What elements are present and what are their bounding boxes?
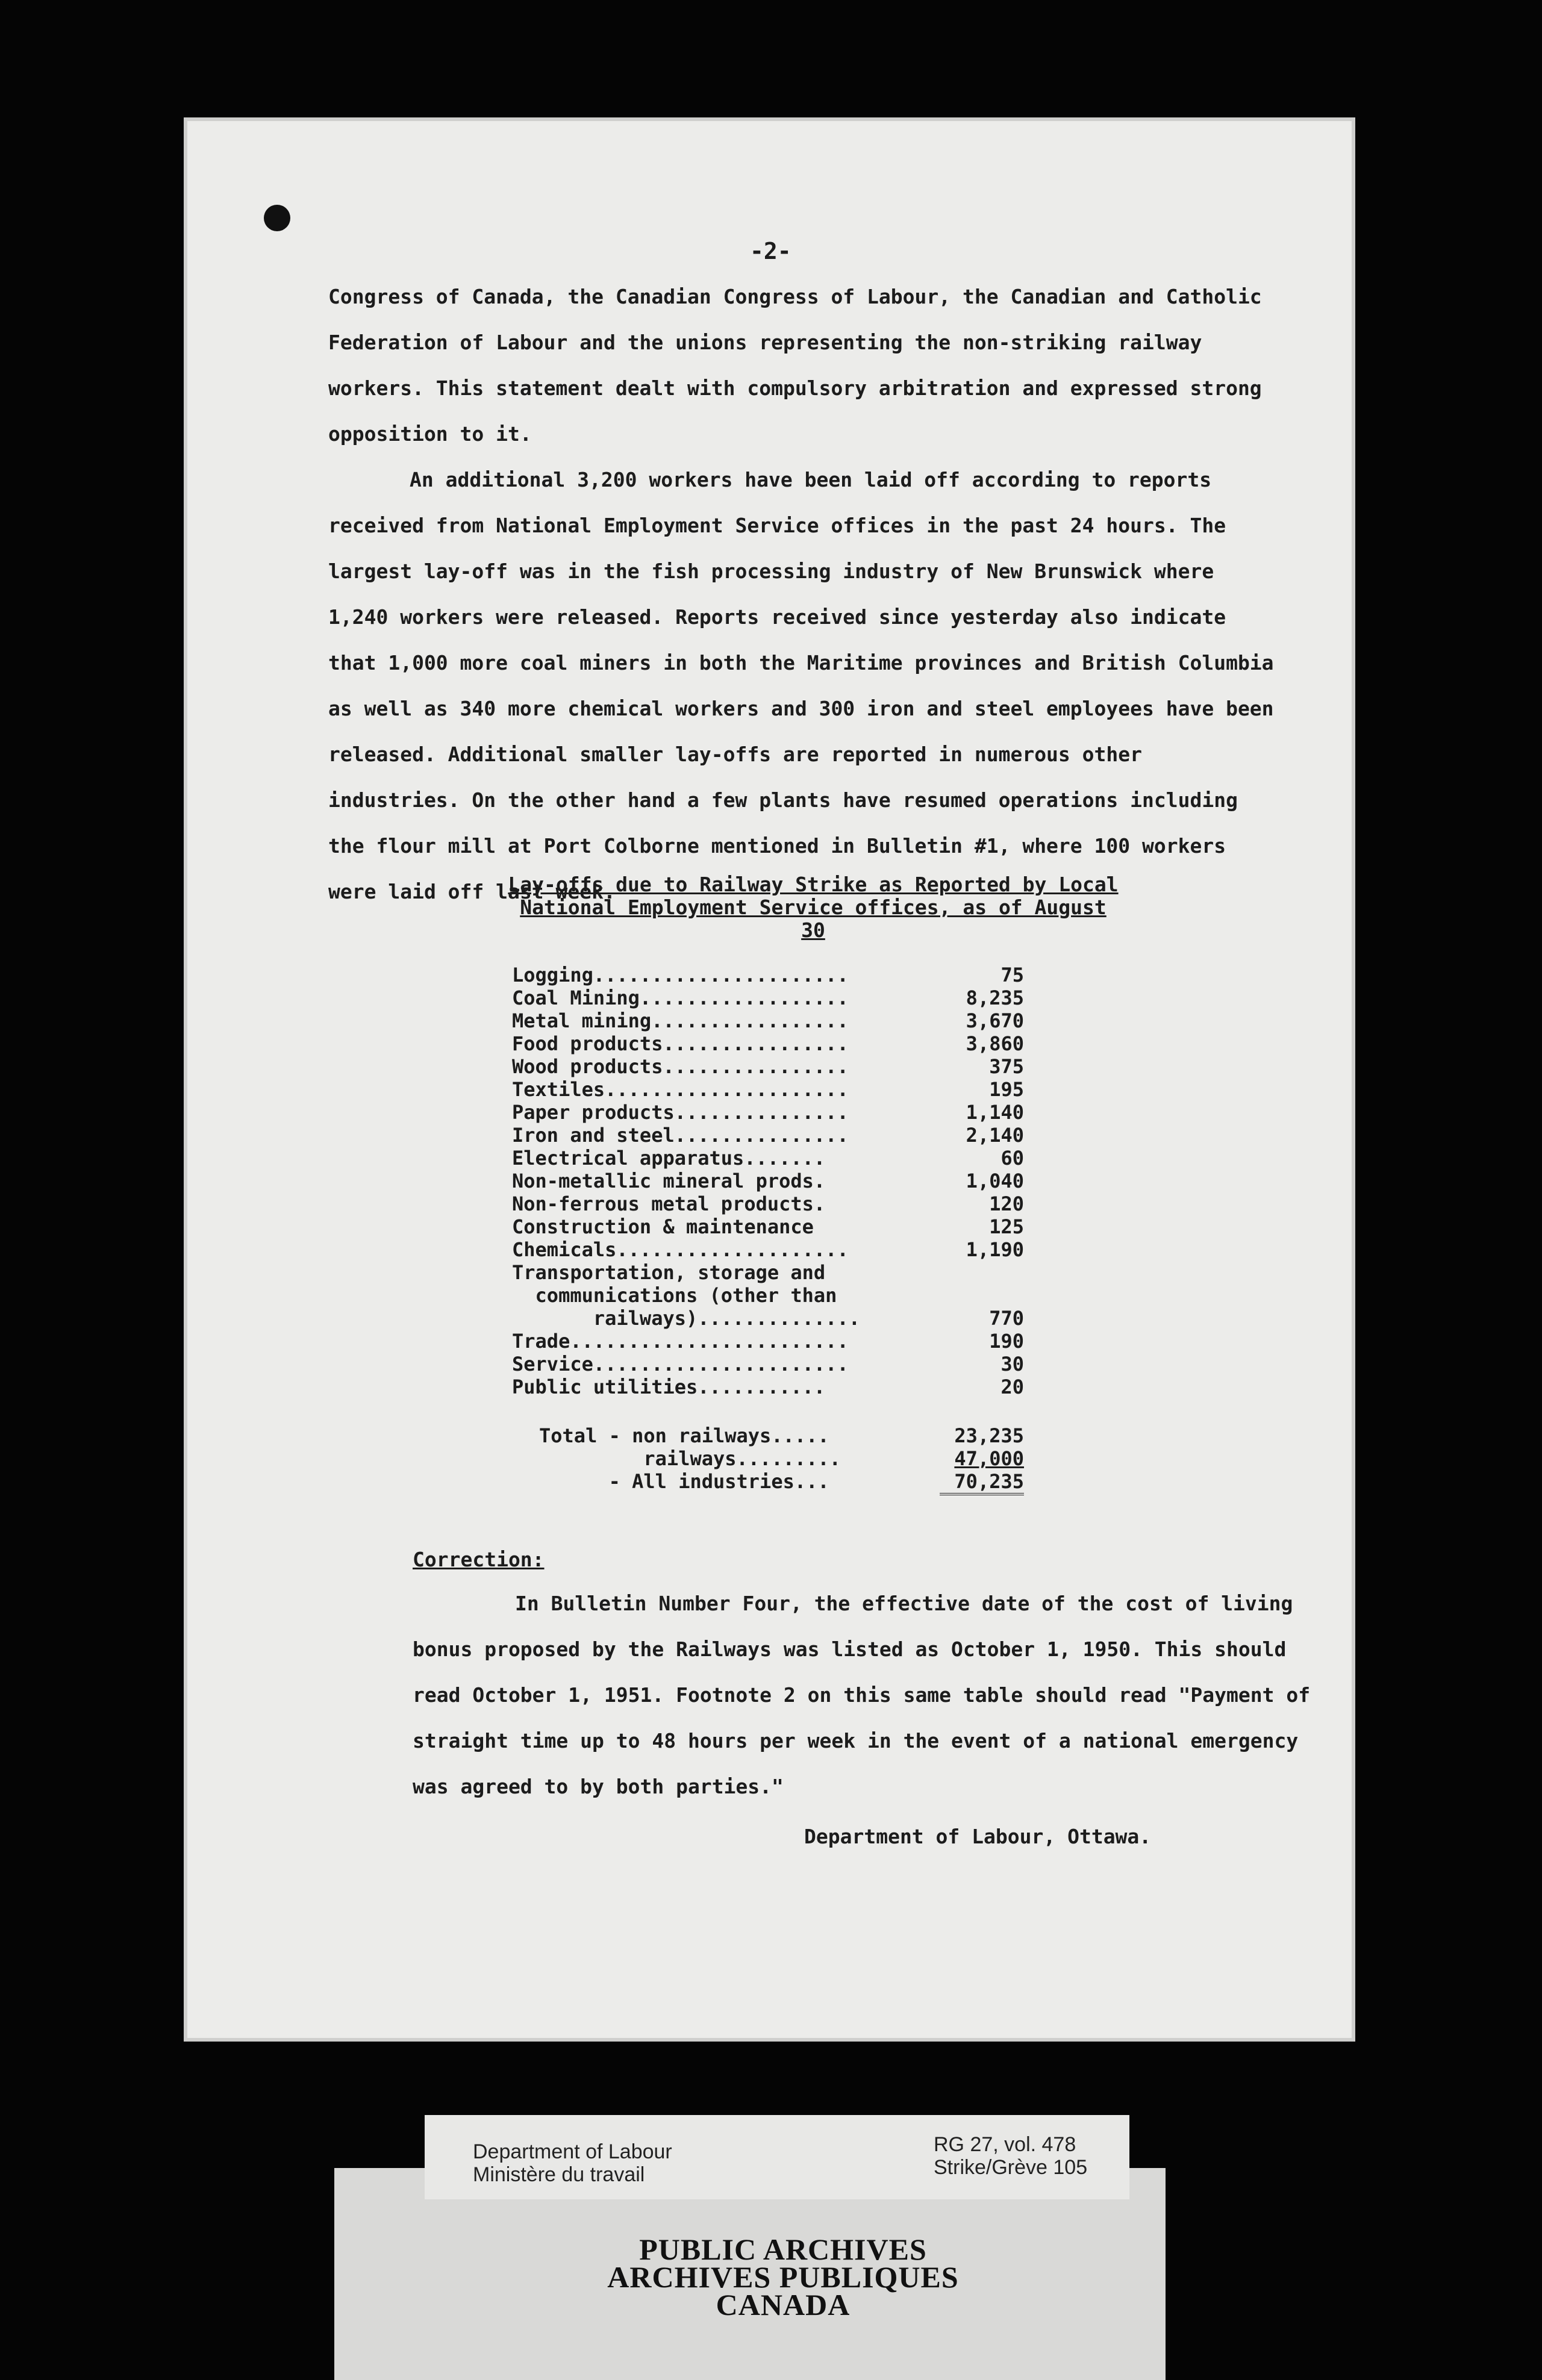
table-title xyxy=(503,873,1123,942)
layoff-row xyxy=(512,1353,1024,1375)
layoff-row xyxy=(512,1147,1024,1170)
card-strike-number: Strike/Grève 105 xyxy=(934,2156,1088,2179)
layoff-label: Non-ferrous metal products. xyxy=(512,1192,826,1215)
layoff-row xyxy=(512,1055,1024,1078)
layoff-value: 195 xyxy=(989,1078,1024,1101)
total-row xyxy=(539,1447,1024,1470)
layoff-value: 1,040 xyxy=(966,1170,1024,1192)
layoff-row xyxy=(512,1101,1024,1124)
archive-card-reference xyxy=(934,2133,1087,2179)
layoff-label: Non-metallic mineral prods. xyxy=(512,1170,826,1192)
total-value: 23,235 xyxy=(954,1424,1024,1447)
table-title-line-2: National Employment Service offices, as of August 30 xyxy=(520,896,1107,942)
layoff-label: communications (other than xyxy=(512,1284,837,1307)
total-row xyxy=(539,1424,1024,1447)
body-text xyxy=(328,274,1280,915)
total-row xyxy=(539,1470,1024,1495)
stamp-line-3: CANADA xyxy=(716,2288,851,2322)
layoff-row xyxy=(512,964,1024,986)
layoff-label: Service...................... xyxy=(512,1353,849,1375)
layoff-value: 1,190 xyxy=(966,1238,1024,1261)
public-archives-stamp xyxy=(572,2232,994,2322)
signature: Department of Labour, Ottawa. xyxy=(804,1825,1152,1848)
layoff-row xyxy=(512,986,1024,1009)
card-record-group: RG 27, vol. 478 xyxy=(934,2133,1076,2156)
layoff-label: Transportation, storage and xyxy=(512,1261,826,1284)
page-number: -2- xyxy=(750,238,791,264)
layoff-value: 770 xyxy=(989,1307,1024,1330)
layoff-label: Chemicals.................... xyxy=(512,1238,849,1261)
layoff-label: railways).............. xyxy=(512,1307,860,1330)
total-value: 47,000 xyxy=(954,1447,1024,1470)
stamp-line-1: PUBLIC ARCHIVES xyxy=(639,2232,927,2266)
card-department-en: Department of Labour xyxy=(473,2140,672,2163)
layoff-label: Textiles..................... xyxy=(512,1078,849,1101)
total-label: Total - non railways..... xyxy=(539,1424,829,1447)
layoff-value: 8,235 xyxy=(966,986,1024,1009)
correction-heading: Correction: xyxy=(413,1548,545,1571)
layoff-row xyxy=(512,1261,1024,1284)
binder-hole xyxy=(264,205,290,231)
layoff-label: Paper products............... xyxy=(512,1101,849,1124)
stamp-line-2: ARCHIVES PUBLIQUES xyxy=(607,2260,959,2294)
layoff-row xyxy=(512,1170,1024,1192)
layoff-label: Logging...................... xyxy=(512,964,849,986)
layoff-row xyxy=(512,1330,1024,1353)
layoff-value: 190 xyxy=(989,1330,1024,1353)
total-label: - All industries... xyxy=(539,1470,829,1493)
layoff-value xyxy=(940,1261,1024,1284)
layoff-row xyxy=(512,1192,1024,1215)
layoff-row xyxy=(512,1215,1024,1238)
layoff-table xyxy=(512,964,1024,1398)
layoff-value: 3,860 xyxy=(966,1032,1024,1055)
layoff-label: Trade........................ xyxy=(512,1330,849,1353)
layoff-row xyxy=(512,1078,1024,1101)
layoff-value: 125 xyxy=(989,1215,1024,1238)
archive-card xyxy=(425,2115,1129,2199)
total-value: 70,235 xyxy=(940,1470,1024,1495)
layoff-label: Electrical apparatus....... xyxy=(512,1147,826,1170)
layoff-value: 1,140 xyxy=(966,1101,1024,1124)
layoff-row xyxy=(512,1124,1024,1147)
layoff-row xyxy=(512,1238,1024,1261)
layoff-value: 120 xyxy=(989,1192,1024,1215)
layoff-row xyxy=(512,1375,1024,1398)
layoff-totals xyxy=(539,1424,1024,1495)
layoff-row xyxy=(512,1032,1024,1055)
layoff-label: Food products................ xyxy=(512,1032,849,1055)
archive-card-department xyxy=(473,2140,672,2186)
layoff-label: Construction & maintenance xyxy=(512,1215,814,1238)
layoff-label: Wood products................ xyxy=(512,1055,849,1078)
card-department-fr: Ministère du travail xyxy=(473,2163,645,2186)
layoff-label: Iron and steel............... xyxy=(512,1124,849,1147)
layoff-value: 375 xyxy=(989,1055,1024,1078)
layoff-value: 75 xyxy=(1000,964,1024,986)
document-page xyxy=(184,117,1355,2042)
paragraph-2: An additional 3,200 workers have been laid off according to reports received from National Employment Service offices in the past 24 hours. The largest lay-off was in the fish processing industry of New Brunswick where 1,240 workers were released. Reports received since yesterday also indicate that 1,000 more coal miners in both the Maritime provinces and British Columbia as well as 340 more chemical workers and 300 iron and steel employees have been released. Additional smaller lay-offs are reported in numerous other industries. On the other hand a few plants have resumed operations including the flour mill at Port Colborne mentioned in Bulletin #1, where 100 workers were laid off last week. xyxy=(328,468,1274,903)
layoff-row xyxy=(512,1307,1024,1330)
total-label: railways......... xyxy=(539,1447,841,1470)
correction-text: In Bulletin Number Four, the effective date of the cost of living bonus proposed by the Railways was listed as October 1, 1950. This should read October 1, 1951. Footnote 2 on this same table should read "Payment of straight time up to 48 hours per week in the event of a national emergency was agreed to by both parties." xyxy=(413,1592,1311,1798)
layoff-row xyxy=(512,1284,1024,1307)
layoff-value: 60 xyxy=(1000,1147,1024,1170)
paragraph-1: Congress of Canada, the Canadian Congress of Labour, the Canadian and Catholic Federation of Labour and the unions representing the non-striking railway workers. This statement dealt with compulsory arbitration and expressed strong opposition to it. xyxy=(328,285,1262,446)
layoff-value: 2,140 xyxy=(966,1124,1024,1147)
layoff-value: 3,670 xyxy=(966,1009,1024,1032)
layoff-label: Public utilities........... xyxy=(512,1375,826,1398)
layoff-value: 20 xyxy=(1000,1375,1024,1398)
layoff-label: Coal Mining.................. xyxy=(512,986,849,1009)
layoff-value: 30 xyxy=(1000,1353,1024,1375)
layoff-row xyxy=(512,1009,1024,1032)
layoff-value xyxy=(940,1284,1024,1307)
layoff-label: Metal mining................. xyxy=(512,1009,849,1032)
table-title-line-1: Lay-offs due to Railway Strike as Reported by Local xyxy=(508,873,1119,896)
